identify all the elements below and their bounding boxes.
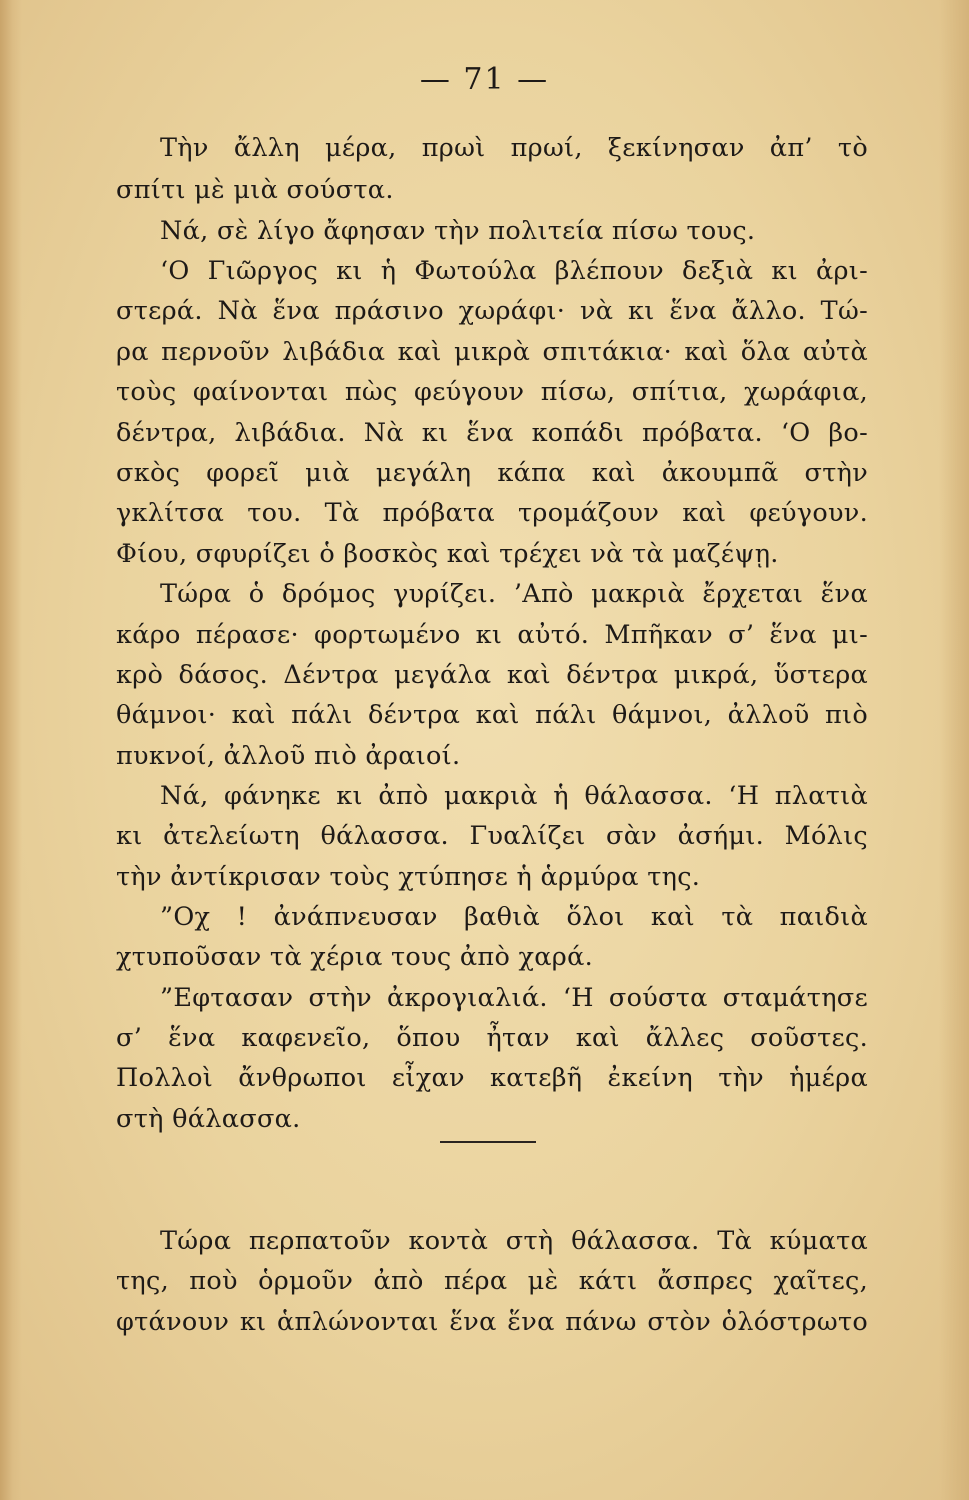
text-line: στὴ θάλασσα. bbox=[116, 1104, 301, 1134]
text-line: δέντρα, λιβάδια. Νὰ κι ἕνα κοπάδι πρόβατα. ‘Ο βο- bbox=[116, 418, 868, 448]
text-line: Πολλοὶ ἄνθρωποι εἶχαν κατεβῆ ἐκείνη τὴν ἡμέρα bbox=[116, 1063, 868, 1093]
text-line: πυκνοί, ἀλλοῦ πιὸ ἀραιοί. bbox=[116, 741, 461, 771]
text-line: ρα περνοῦν λιβάδια καὶ μικρὰ σπιτάκια· καὶ ὅλα αὐτὰ bbox=[116, 337, 868, 367]
text-line: σκὸς φορεῖ μιὰ μεγάλη κάπα καὶ ἀκουμπᾶ στὴν bbox=[116, 458, 868, 488]
text-line: κρὸ δάσος. Δέντρα μεγάλα καὶ δέντρα μικρά, ὕστερα bbox=[116, 660, 868, 690]
text-line: θάμνοι· καὶ πάλι δέντρα καὶ πάλι θάμνοι, ἀλλοῦ πιὸ bbox=[116, 700, 868, 730]
text-line: Φίου, σφυρίζει ὁ βοσκὸς καὶ τρέχει νὰ τὰ μαζέψῃ. bbox=[116, 539, 779, 569]
text-line: Νά, σὲ λίγο ἄφησαν τὴν πολιτεία πίσω τους. bbox=[160, 216, 756, 246]
text-line: Νά, φάνηκε κι ἀπὸ μακριὰ ἡ θάλασσα. ‘Η πλατιὰ bbox=[160, 781, 868, 811]
text-line: Τώρα περπατοῦν κοντὰ στὴ θάλασσα. Τὰ κύματα bbox=[160, 1226, 868, 1256]
text-line: γκλίτσα του. Τὰ πρόβατα τρομάζουν καὶ φεύγουν. bbox=[116, 498, 868, 528]
text-line: Τὴν ἄλλη μέρα, πρωὶ πρωί, ξεκίνησαν ἀπ’ τὸ bbox=[160, 133, 868, 163]
text-line: Τώρα ὁ δρόμος γυρίζει. ’Απὸ μακριὰ ἔρχεται ἕνα bbox=[160, 579, 868, 609]
text-line: κάρο πέρασε· φορτωμένο κι αὐτό. Μπῆκαν σ’ ἕνα μι- bbox=[116, 620, 868, 650]
text-line: σπίτι μὲ μιὰ σούστα. bbox=[116, 175, 394, 205]
text-line: της, ποὺ ὁρμοῦν ἀπὸ πέρα μὲ κάτι ἄσπρες χαῖτες, bbox=[116, 1266, 868, 1296]
text-line: ”Οχ ! ἀνάπνευσαν βαθιὰ ὅλοι καὶ τὰ παιδιὰ bbox=[160, 902, 868, 932]
page-number: — 71 — bbox=[419, 62, 550, 97]
text-line: ”Εφτασαν στὴν ἀκρογιαλιά. ‘Η σούστα σταμάτησε bbox=[160, 983, 868, 1013]
text-line: κι ἀτελείωτη θάλασσα. Γυαλίζει σὰν ἀσήμι. Μόλις bbox=[116, 821, 868, 851]
page-edge-shadow bbox=[0, 0, 22, 1500]
text-line: στερά. Νὰ ἕνα πράσινο χωράφι· νὰ κι ἕνα ἄλλο. Τώ- bbox=[116, 296, 868, 326]
text-line: τὴν ἀντίκρισαν τοὺς χτύπησε ἡ ἁρμύρα της. bbox=[116, 862, 701, 892]
text-line: φτάνουν κι ἁπλώνονται ἕνα ἕνα πάνω στὸν ὁλόστρωτο bbox=[116, 1307, 868, 1337]
spine-shadow bbox=[939, 0, 969, 1500]
text-line: χτυποῦσαν τὰ χέρια τους ἀπὸ χαρά. bbox=[116, 942, 593, 972]
text-line: σ’ ἕνα καφενεῖο, ὅπου ἦταν καὶ ἄλλες σοῦστες. bbox=[116, 1023, 868, 1053]
section-divider bbox=[440, 1141, 536, 1143]
text-line: ‘Ο Γιῶργος κι ἡ Φωτούλα βλέπουν δεξιὰ κι ἀρι- bbox=[160, 256, 868, 286]
text-line: τοὺς φαίνονται πὼς φεύγουν πίσω, σπίτια, χωράφια, bbox=[116, 377, 868, 407]
